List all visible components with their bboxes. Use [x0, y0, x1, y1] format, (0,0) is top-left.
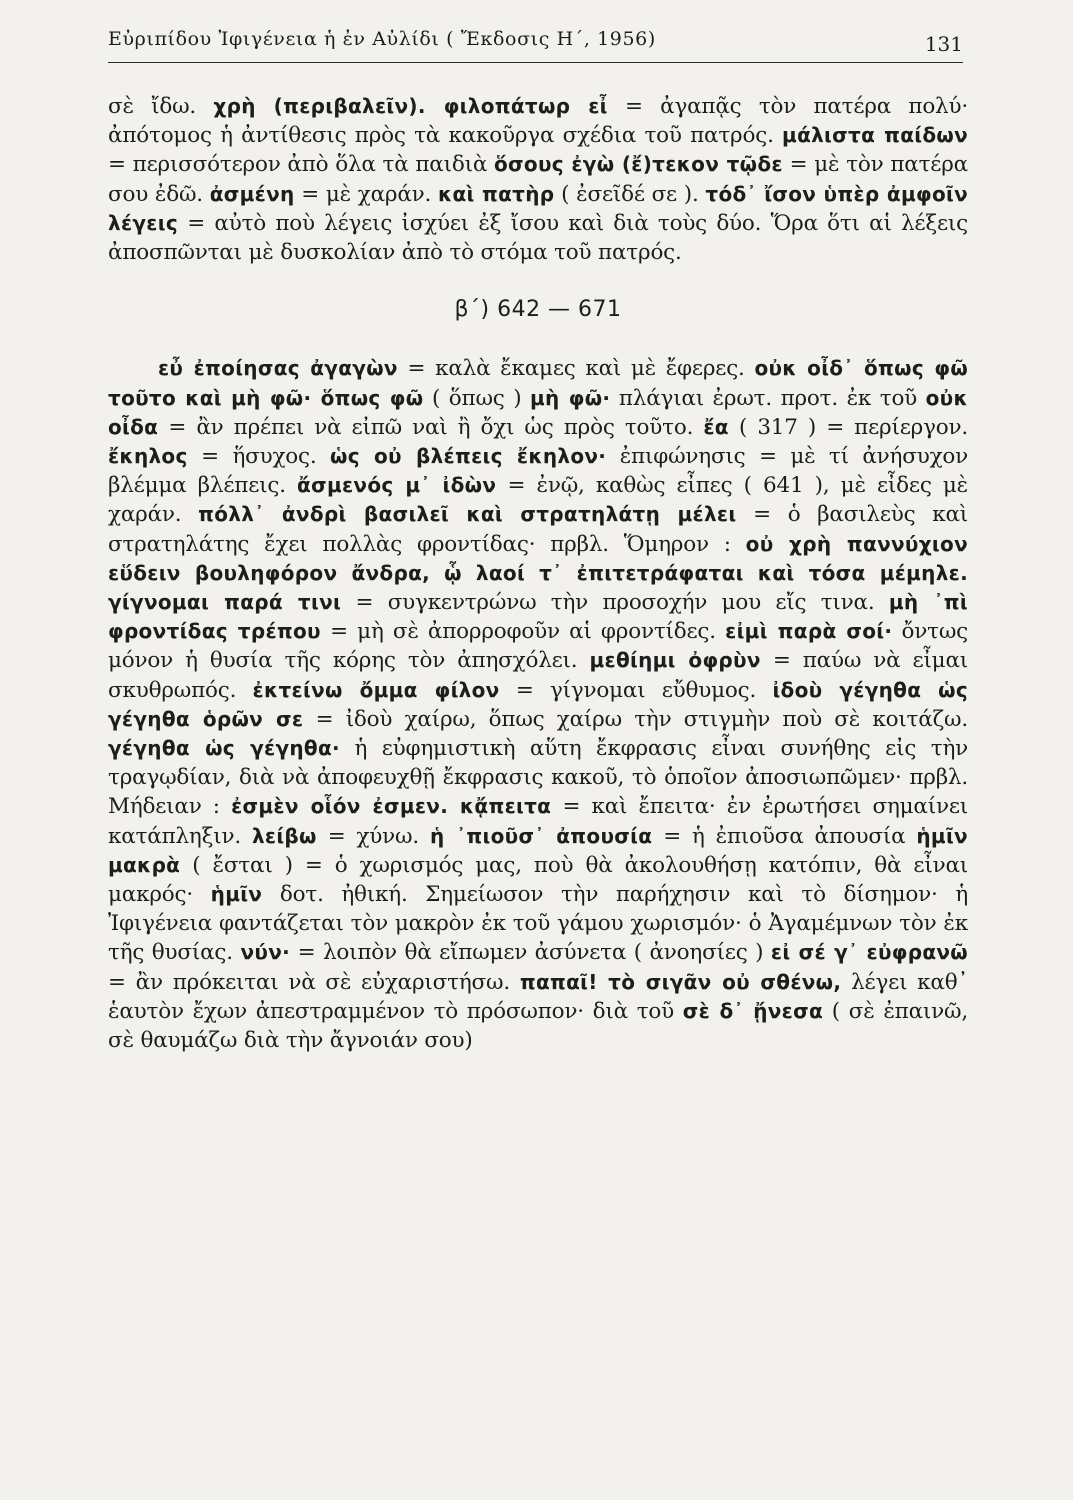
lemma: μὴ φῶ·	[529, 385, 611, 410]
lemma: ἡ ᾽πιοῦσ᾽ ἀπουσία	[429, 823, 653, 848]
lemma: ἡμῖν	[210, 882, 263, 907]
lemma: ἔα	[703, 414, 729, 439]
gloss-text: = ἂν πρόκειται νὰ σὲ εὐχαριστήσω.	[108, 969, 520, 995]
gloss-text: = λοιπὸν θὰ εἴπωμεν ἀσύνετα ( ἀνοησίες )	[290, 940, 771, 966]
lemma: οὐ χρὴ παννύχιον εὕδειν βουληφόρον ἄνδρα, ᾧ λαοί τ᾽ ἐπιτετράφαται καὶ τόσα μέμηλε. γίγνομαι παρά τινι	[108, 531, 968, 615]
gloss-text: = ἂν πρέπει νὰ εἰπῶ ναὶ ἢ ὄχι ὡς πρὸς τοῦτο.	[158, 414, 704, 440]
lemma: χρὴ (περιβαλεῖν). φιλοπάτωρ εἶ	[213, 94, 608, 118]
lemma: ἔκηλος	[108, 444, 188, 469]
lemma: μεθίημι ὀφρὺν	[589, 648, 761, 673]
gloss-text: = παύω νὰ εἶμαι σκυθρωπός.	[108, 648, 968, 703]
running-header	[108, 16, 963, 63]
gloss-text: = χύνω.	[316, 823, 430, 849]
lemma: μὴ ᾽πὶ φροντίδας τρέπου	[108, 590, 968, 644]
gloss-text: = μὲ χαράν.	[294, 181, 438, 207]
page-body	[108, 92, 968, 1055]
gloss-text: = αὐτὸ ποὺ λέγεις ἰσχύει ἐξ ἴσου καὶ διὰ τοὺς δύο. Ὅρα ὅτι αἱ λέξεις ἀποσπῶνται μὲ δυσκολίαν ἀπὸ τὸ στόμα τοῦ πατρός.	[108, 210, 968, 266]
lemma: πόλλ᾽ ἀνδρὶ βασιλεῖ καὶ στρατηλάτῃ μέλει	[198, 502, 737, 527]
gloss-text: = μὲ τὸν πατέρα σου ἐδῶ.	[108, 152, 968, 207]
gloss-text: = ἰδοὺ χαίρω, ὅπως χαίρω τὴν στιγμὴν ποὺ σὲ κοιτάζω.	[303, 706, 968, 732]
gloss-text: πλάγιαι ἐρωτ. προτ. ἐκ τοῦ	[610, 385, 926, 411]
section-heading: β΄) 642 — 671	[454, 297, 622, 323]
lemma: ἡμῖν μακρὰ	[108, 823, 968, 877]
gloss-text: ἐπιφώνησις = μὲ τί ἀνήσυχον βλέμμα βλέπεις.	[108, 444, 969, 499]
gloss-text: ( 317 ) = περίεργον.	[728, 414, 968, 440]
lemma: νύν·	[240, 940, 291, 965]
lemma: ἰδοὺ γέγηθα ὡς γέγηθα ὁρῶν σε	[108, 677, 969, 731]
gloss-text: λέγει καθ᾽ ἑαυτὸν ἔχων ἀπεστραμμένον τὸ πρόσωπον· διὰ τοῦ	[108, 969, 969, 1024]
gloss-text: = περισσότερον ἀπὸ ὅλα τὰ παιδιὰ	[108, 152, 494, 178]
gloss-text: = ἀγαπᾷς τὸν πατέρα πολύ· ἀπότομος ἡ ἀντίθεσις πρὸς τὰ κακοῦργα σχέδια τοῦ πατρός.	[108, 94, 968, 149]
lemma: ἀσμένη	[209, 181, 295, 206]
gloss-text: ( ὅπως )	[423, 385, 530, 411]
lemma: τόδ᾽ ἴσον ὑπὲρ ἀμφοῖν λέγεις	[108, 181, 968, 235]
commentary-paragraph-2	[108, 354, 968, 1055]
commentary-paragraph-1	[108, 92, 968, 267]
gloss-text: = γίγνομαι εὔθυμος.	[499, 677, 773, 703]
lemma: εἰμὶ παρὰ σοί·	[725, 619, 893, 644]
gloss-text: ὄντως μόνον ἡ θυσία τῆς κόρης τὸν ἀπησχόλει.	[108, 619, 968, 674]
lemma: οὐκ οἶδ᾽ ὅπως φῶ τοῦτο καὶ μὴ φῶ· ὅπως φῶ	[108, 356, 968, 410]
lemma: γέγηθα ὡς γέγηθα·	[108, 736, 340, 761]
gloss-text: σὲ ἴδω.	[108, 94, 214, 119]
gloss-text: = ἡ ἐπιοῦσα ἀπουσία	[652, 823, 917, 849]
lemma: εὖ ἐποίησας ἀγαγὼν	[158, 356, 398, 381]
lemma: παπαῖ! τὸ σιγᾶν οὐ σθένω,	[519, 969, 842, 994]
gloss-text: ἡ εὐφημιστικὴ αὕτη ἔκφρασις εἶναι συνήθης εἰς τὴν τραγῳδίαν, διὰ νὰ ἀποφευχθῇ ἔκφρασις κακοῦ, τὸ ὁποῖον ἀποσιωπῶμεν· πρβλ. Μήδειαν :	[108, 736, 968, 820]
gloss-text: ( ἐσεῖδέ σε ).	[554, 181, 706, 207]
gloss-text: = ὁ βασιλεὺς καὶ στρατηλάτης ἔχει πολλὰς φροντίδας· πρβλ. Ὅμηρον :	[108, 502, 969, 557]
lemma: ὡς οὐ βλέπεις ἔκηλον·	[330, 444, 607, 469]
gloss-text: ( σὲ ἐπαινῶ, σὲ θαυμάζω διὰ τὴν ἄγνοιάν σου)	[108, 998, 968, 1054]
gloss-text: = ἐνῷ, καθὼς εἶπες ( 641 ), μὲ εἶδες μὲ χαράν.	[108, 473, 968, 528]
header-title: Εὐριπίδου Ἰφιγένεια ἡ ἐν Αὐλίδι ( Ἔκδοσις Η΄, 1956)	[108, 28, 656, 50]
lemma: ἐκτείνω ὄμμα φίλον	[252, 677, 500, 702]
lemma: ὅσους ἐγὼ (ἔ)τεκον τῷδε	[493, 152, 783, 177]
lemma: λείβω	[251, 823, 317, 848]
page-number: 131	[924, 32, 963, 56]
lemma: ἐσμὲν οἷόν ἐσμεν. κᾄπειτα	[231, 794, 552, 819]
lemma: εἰ σέ γ᾽ εὐφρανῶ	[770, 940, 968, 965]
lemma: σὲ δ᾽ ᾔνεσα	[682, 998, 824, 1023]
gloss-text: = μὴ σὲ ἀπορροφοῦν αἱ φροντίδες.	[320, 619, 726, 645]
lemma: μάλιστα παίδων	[782, 123, 968, 148]
gloss-text: = συγκεντρώνω τὴν προσοχήν μου εἴς τινα.	[341, 590, 889, 616]
gloss-text: ( ἔσται ) = ὁ χωρισμός μας, ποὺ θὰ ἀκολουθήσῃ κατόπιν, θὰ εἶναι μακρός·	[108, 852, 968, 908]
gloss-text: = ἥσυχος.	[187, 444, 331, 470]
lemma: οὐκ οἶδα	[108, 385, 968, 439]
lemma: ἄσμενός μ᾽ ἰδὼν	[297, 473, 497, 498]
lemma: καὶ πατὴρ	[437, 181, 555, 206]
gloss-text: δοτ. ἠθική. Σημείωσον τὴν παρήχησιν καὶ τὸ δίσημον· ἡ Ἰφιγένεια φαντάζεται τὸν μακρὸν ἐκ τοῦ γάμου χωρισμόν· ὁ Ἀγαμέμνων τὸν ἐκ τῆς θυσίας.	[108, 882, 968, 966]
gloss-text: = καὶ ἔπειτα· ἐν ἐρωτήσει σημαίνει κατάπληξιν.	[108, 794, 969, 849]
gloss-text: = καλὰ ἔκαμες καὶ μὲ ἔφερες.	[397, 356, 755, 382]
